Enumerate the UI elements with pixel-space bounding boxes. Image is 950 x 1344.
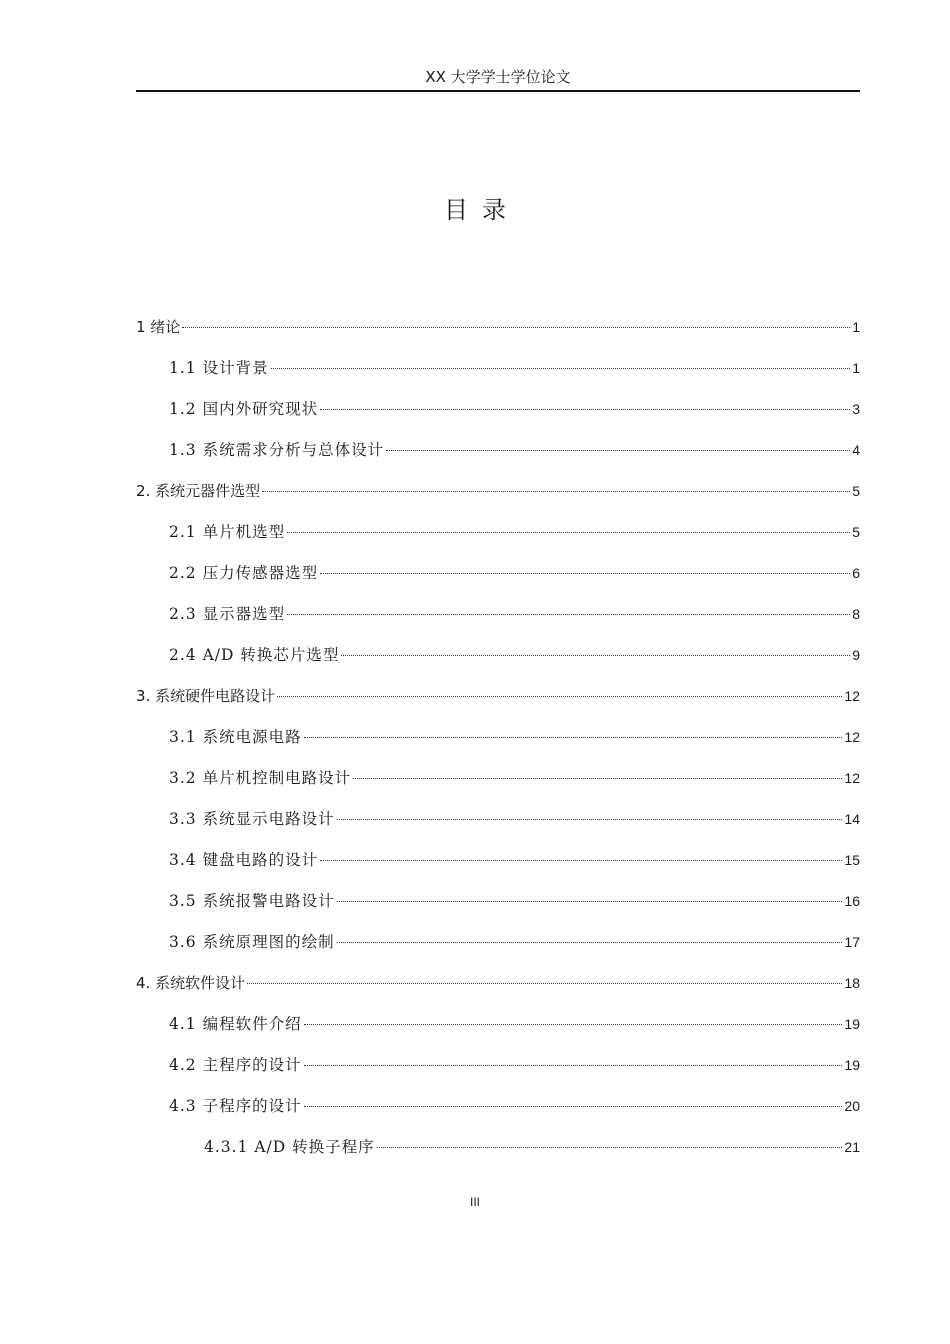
- toc-entry[interactable]: [136, 1045, 860, 1086]
- dot-leader: [262, 490, 850, 492]
- toc-entry-page: 12: [844, 770, 860, 786]
- dot-leader: [337, 900, 843, 902]
- toc-entry-label: 3.5 系统报警电路设计: [169, 892, 335, 910]
- table-of-contents: [136, 307, 860, 1168]
- toc-entry[interactable]: [136, 635, 860, 676]
- dot-leader: [182, 326, 850, 328]
- toc-entry[interactable]: [136, 1086, 860, 1127]
- dot-leader: [337, 818, 843, 820]
- dot-leader: [353, 777, 842, 779]
- toc-entry[interactable]: [136, 758, 860, 799]
- toc-entry[interactable]: [136, 676, 860, 717]
- toc-entry-label: 2. 系统元器件选型: [136, 482, 261, 500]
- toc-entry-label: 4.1 编程软件介绍: [169, 1015, 302, 1033]
- dot-leader: [320, 408, 850, 410]
- header-text: XX 大学学士学位论文: [425, 68, 571, 86]
- toc-entry[interactable]: [136, 799, 860, 840]
- toc-entry[interactable]: [136, 307, 860, 348]
- toc-entry-page: 12: [844, 688, 860, 704]
- toc-entry-label: 3.2 单片机控制电路设计: [169, 769, 352, 787]
- dot-leader: [304, 1023, 843, 1025]
- toc-entry-page: 15: [844, 852, 860, 868]
- toc-entry-label: 4.2 主程序的设计: [169, 1056, 302, 1074]
- running-header: [136, 64, 860, 92]
- toc-entry-label: 3.1 系统电源电路: [169, 728, 302, 746]
- toc-entry-page: 1: [852, 319, 860, 335]
- dot-leader: [320, 859, 842, 861]
- toc-entry-label: 3.4 键盘电路的设计: [169, 851, 319, 869]
- page-title: 目录: [444, 196, 520, 224]
- toc-entry-label: 1.2 国内外研究现状: [169, 400, 319, 418]
- toc-entry-page: 12: [844, 729, 860, 745]
- dot-leader: [247, 982, 842, 984]
- dot-leader: [271, 367, 850, 369]
- toc-entry-page: 19: [844, 1057, 860, 1073]
- toc-entry-page: 5: [852, 483, 860, 499]
- dot-leader: [386, 449, 850, 451]
- toc-entry-label: 2.4 A/D 转换芯片选型: [169, 646, 340, 664]
- toc-entry-page: 3: [852, 401, 860, 417]
- dot-leader: [341, 654, 850, 656]
- toc-entry-page: 21: [844, 1139, 860, 1155]
- page-footer: [0, 1192, 950, 1212]
- toc-entry[interactable]: [136, 389, 860, 430]
- toc-entry-page: 20: [844, 1098, 860, 1114]
- toc-entry-page: 1: [852, 360, 860, 376]
- toc-entry-page: 5: [852, 524, 860, 540]
- toc-entry-label: 2.1 单片机选型: [169, 523, 286, 541]
- dot-leader: [277, 695, 842, 697]
- toc-entry[interactable]: [136, 348, 860, 389]
- toc-entry-page: 8: [852, 606, 860, 622]
- toc-entry-page: 19: [844, 1016, 860, 1032]
- toc-entry[interactable]: [136, 471, 860, 512]
- toc-entry-page: 6: [852, 565, 860, 581]
- toc-entry[interactable]: [136, 840, 860, 881]
- toc-entry-label: 1 绪论: [136, 318, 181, 336]
- dot-leader: [337, 941, 843, 943]
- toc-entry[interactable]: [136, 512, 860, 553]
- toc-entry[interactable]: [136, 922, 860, 963]
- toc-entry-page: 9: [852, 647, 860, 663]
- page-number: III: [469, 1195, 480, 1209]
- dot-leader: [304, 1064, 843, 1066]
- toc-entry-label: 4. 系统软件设计: [136, 974, 246, 992]
- toc-entry[interactable]: [136, 430, 860, 471]
- toc-entry-page: 16: [844, 893, 860, 909]
- dot-leader: [287, 613, 850, 615]
- toc-entry[interactable]: [136, 963, 860, 1004]
- dot-leader: [377, 1146, 843, 1148]
- toc-entry-page: 14: [844, 811, 860, 827]
- toc-entry[interactable]: [136, 1127, 860, 1168]
- toc-entry[interactable]: [136, 553, 860, 594]
- toc-entry-label: 1.1 设计背景: [169, 359, 269, 377]
- dot-leader: [320, 572, 850, 574]
- toc-entry-label: 2.3 显示器选型: [169, 605, 286, 623]
- dot-leader: [304, 736, 843, 738]
- toc-entry-page: 4: [852, 442, 860, 458]
- toc-entry-label: 1.3 系统需求分析与总体设计: [169, 441, 385, 459]
- toc-entry[interactable]: [136, 594, 860, 635]
- toc-entry-label: 3.6 系统原理图的绘制: [169, 933, 335, 951]
- toc-entry[interactable]: [136, 1004, 860, 1045]
- toc-entry-label: 4.3.1 A/D 转换子程序: [204, 1138, 375, 1156]
- toc-entry-label: 4.3 子程序的设计: [169, 1097, 302, 1115]
- toc-entry[interactable]: [136, 717, 860, 758]
- toc-entry[interactable]: [136, 881, 860, 922]
- toc-entry-page: 17: [844, 934, 860, 950]
- toc-entry-label: 3.3 系统显示电路设计: [169, 810, 335, 828]
- toc-entry-label: 3. 系统硬件电路设计: [136, 687, 276, 705]
- dot-leader: [304, 1105, 843, 1107]
- toc-entry-page: 18: [844, 975, 860, 991]
- toc-entry-label: 2.2 压力传感器选型: [169, 564, 319, 582]
- dot-leader: [287, 531, 850, 533]
